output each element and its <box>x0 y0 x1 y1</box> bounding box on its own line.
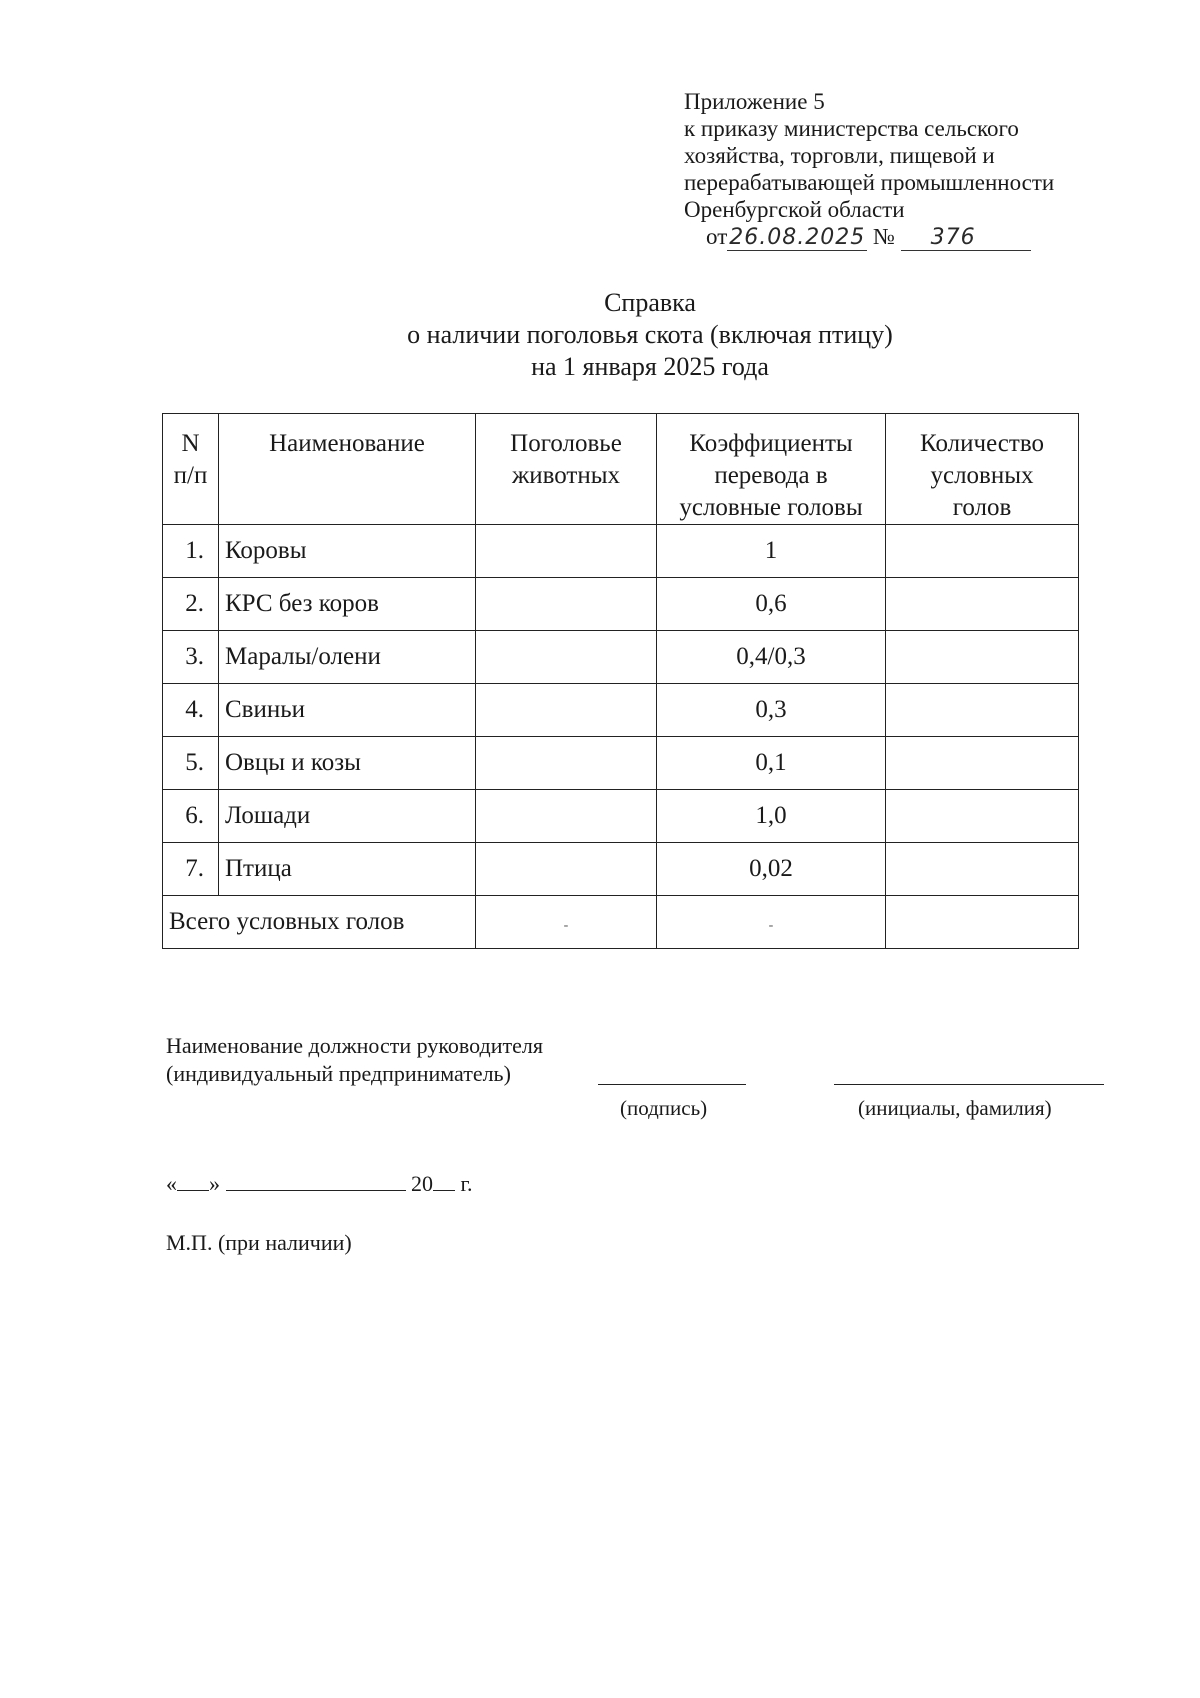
day-blank[interactable] <box>177 1170 209 1191</box>
annex-line: к приказу министерства сельского <box>684 116 1019 141</box>
annex-line: Оренбургской области <box>684 197 905 222</box>
row-name: Коровы <box>219 525 476 578</box>
row-quantity-cell[interactable] <box>886 684 1079 737</box>
document-title <box>0 287 1200 383</box>
table-row <box>163 843 1079 896</box>
total-label: Всего условных голов <box>163 896 476 949</box>
date-prefix: от <box>706 224 728 249</box>
total-coefficient: - <box>657 896 886 949</box>
month-blank[interactable] <box>226 1170 406 1191</box>
annex-line: перерабатывающей промышленности <box>684 170 1055 195</box>
row-coefficient: 0,6 <box>657 578 886 631</box>
header-num: N п/п <box>163 414 219 525</box>
row-name: Лошади <box>219 790 476 843</box>
title-line-2: о наличии поголовья скота (включая птицу) <box>407 320 893 349</box>
signature-caption: (подпись) <box>620 1096 708 1120</box>
order-date-line <box>706 223 1054 251</box>
header-quantity: Количество условных голов <box>886 414 1079 525</box>
row-quantity-cell[interactable] <box>886 737 1079 790</box>
row-num: 1. <box>163 525 219 578</box>
row-coefficient: 1 <box>657 525 886 578</box>
row-num: 3. <box>163 631 219 684</box>
close-quote: » <box>209 1171 220 1196</box>
row-name: Овцы и козы <box>219 737 476 790</box>
header-coefficient: Коэффициенты перевода в условные головы <box>657 414 886 525</box>
order-date-handwritten: 26.08.2025 <box>729 225 866 250</box>
header-name: Наименование <box>219 414 476 525</box>
title-line-3: на 1 января 2025 года <box>531 352 769 381</box>
name-caption: (инициалы, фамилия) <box>858 1096 1052 1120</box>
row-livestock-cell[interactable] <box>476 684 657 737</box>
row-name: КРС без коров <box>219 578 476 631</box>
signature-line[interactable] <box>598 1084 746 1085</box>
open-quote: « <box>166 1171 177 1196</box>
row-coefficient: 0,3 <box>657 684 886 737</box>
table-row <box>163 737 1079 790</box>
row-coefficient: 1,0 <box>657 790 886 843</box>
row-num: 5. <box>163 737 219 790</box>
row-quantity-cell[interactable] <box>886 790 1079 843</box>
annex-header <box>684 88 1054 251</box>
annex-line: хозяйства, торговли, пищевой и <box>684 143 995 168</box>
row-quantity-cell[interactable] <box>886 525 1079 578</box>
row-livestock-cell[interactable] <box>476 578 657 631</box>
annex-title: Приложение 5 <box>684 89 825 114</box>
row-coefficient: 0,4/0,3 <box>657 631 886 684</box>
fill-date-line <box>166 1170 473 1197</box>
table-total-row <box>163 896 1079 949</box>
name-line[interactable] <box>834 1084 1104 1085</box>
row-quantity-cell[interactable] <box>886 631 1079 684</box>
total-livestock: - <box>476 896 657 949</box>
row-num: 7. <box>163 843 219 896</box>
row-name: Птица <box>219 843 476 896</box>
signature-block <box>166 1032 1106 1132</box>
livestock-table <box>162 413 1079 949</box>
row-name: Свиньи <box>219 684 476 737</box>
order-number-handwritten: 376 <box>901 226 1031 251</box>
row-livestock-cell[interactable] <box>476 790 657 843</box>
total-quantity-cell[interactable] <box>886 896 1079 949</box>
table-row <box>163 578 1079 631</box>
row-livestock-cell[interactable] <box>476 525 657 578</box>
row-num: 2. <box>163 578 219 631</box>
row-livestock-cell[interactable] <box>476 631 657 684</box>
number-prefix: № <box>872 224 895 249</box>
year-suffix: г. <box>460 1171 473 1196</box>
table-row <box>163 790 1079 843</box>
table-row <box>163 684 1079 737</box>
manager-position: Наименование должности руководителя (индивидуальный предприниматель) <box>166 1033 543 1086</box>
row-quantity-cell[interactable] <box>886 843 1079 896</box>
table-header-row <box>163 414 1079 525</box>
table-row <box>163 525 1079 578</box>
header-livestock: Поголовье животных <box>476 414 657 525</box>
row-name: Маралы/олени <box>219 631 476 684</box>
row-num: 4. <box>163 684 219 737</box>
row-livestock-cell[interactable] <box>476 843 657 896</box>
row-quantity-cell[interactable] <box>886 578 1079 631</box>
row-num: 6. <box>163 790 219 843</box>
row-livestock-cell[interactable] <box>476 737 657 790</box>
title-line-1: Справка <box>604 288 696 317</box>
year-prefix: 20 <box>411 1171 433 1196</box>
table-row <box>163 631 1079 684</box>
stamp-place: М.П. (при наличии) <box>166 1230 352 1255</box>
row-coefficient: 0,1 <box>657 737 886 790</box>
row-coefficient: 0,02 <box>657 843 886 896</box>
year-blank[interactable] <box>433 1170 455 1191</box>
